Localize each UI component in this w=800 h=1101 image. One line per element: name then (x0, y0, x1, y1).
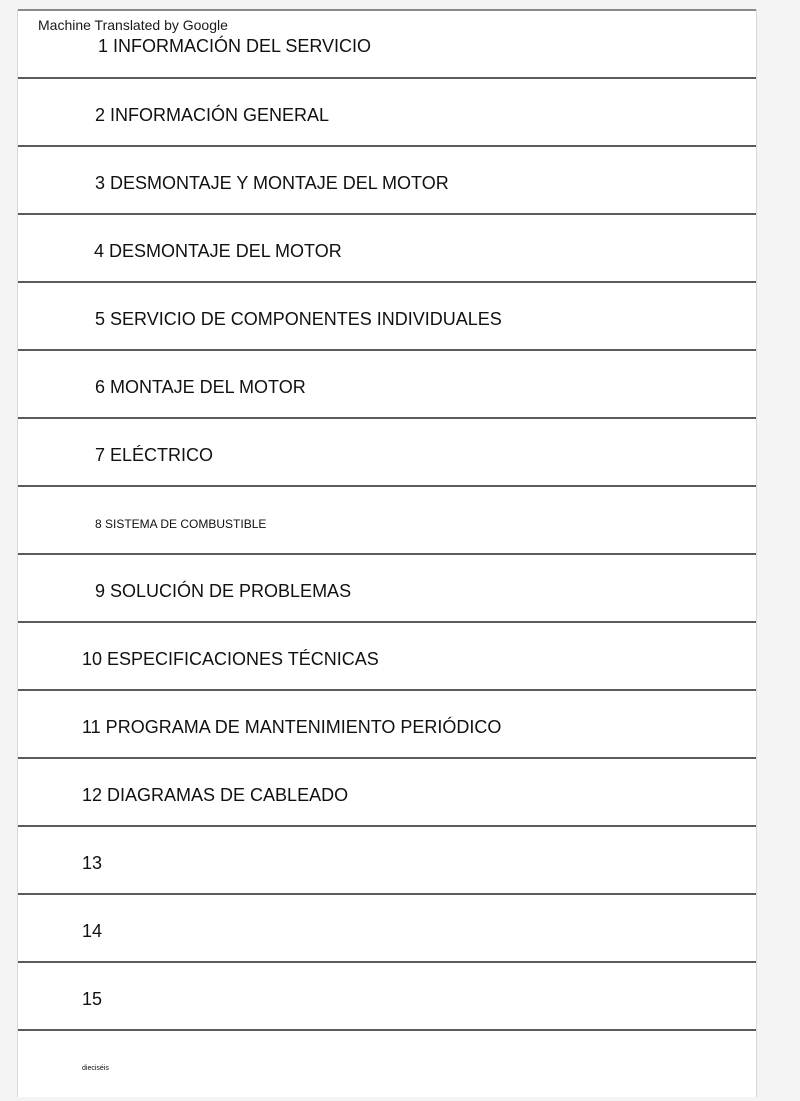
toc-row-12 (18, 757, 756, 825)
toc-row-15 (18, 961, 756, 1029)
toc-entry-7: 7 ELÉCTRICO (95, 445, 214, 465)
machine-translation-banner: Machine Translated by Google (38, 17, 228, 33)
toc-entry-8: 8 SISTEMA DE COMBUSTIBLE (95, 517, 267, 531)
toc-row-7 (18, 417, 756, 485)
toc-entry-10: 10 ESPECIFICACIONES TÉCNICAS (82, 649, 379, 669)
toc-row-16 (18, 1029, 756, 1097)
toc-row-10 (18, 621, 756, 689)
toc-row-2 (18, 77, 756, 145)
toc-entry-15: 15 (82, 989, 103, 1009)
toc-row-3 (18, 145, 756, 213)
toc-row-13 (18, 825, 756, 893)
toc-entry-2: 2 INFORMACIÓN GENERAL (95, 105, 330, 125)
toc-entry-4: 4 DESMONTAJE DEL MOTOR (94, 241, 342, 261)
toc-entry-11: 11 PROGRAMA DE MANTENIMIENTO PERIÓDICO (82, 717, 502, 737)
toc-entry-6: 6 MONTAJE DEL MOTOR (95, 377, 306, 397)
document-page (17, 9, 757, 1097)
toc-entry-13: 13 (82, 853, 103, 873)
toc-entry-5: 5 SERVICIO DE COMPONENTES INDIVIDUALES (95, 309, 502, 329)
toc-row-6 (18, 349, 756, 417)
toc-entry-12: 12 DIAGRAMAS DE CABLEADO (82, 785, 349, 805)
toc-row-9 (18, 553, 756, 621)
toc-row-11 (18, 689, 756, 757)
toc-entry-14: 14 (82, 921, 103, 941)
toc-row-8 (18, 485, 756, 553)
toc-row-5 (18, 281, 756, 349)
toc-entry-16: dieciséis (82, 1065, 109, 1072)
toc-entry-1: 1 INFORMACIÓN DEL SERVICIO (98, 36, 372, 56)
toc-entry-9: 9 SOLUCIÓN DE PROBLEMAS (95, 581, 352, 601)
toc-row-14 (18, 893, 756, 961)
toc-row-1 (18, 9, 756, 77)
toc-entry-3: 3 DESMONTAJE Y MONTAJE DEL MOTOR (95, 173, 449, 193)
toc-row-4 (18, 213, 756, 281)
